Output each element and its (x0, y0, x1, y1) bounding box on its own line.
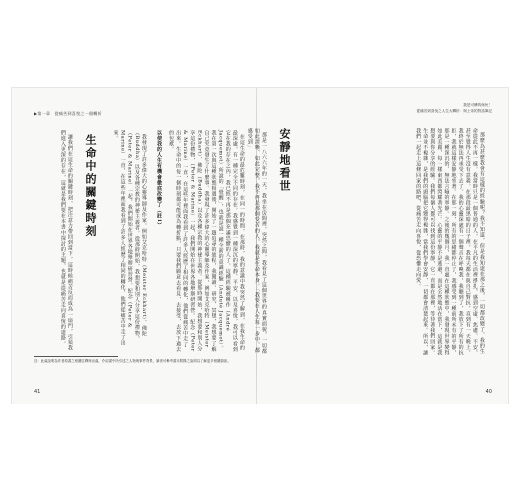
page-background-bottom (0, 404, 520, 500)
left-body-text-b (110, 130, 154, 352)
right-section-heading: 安靜地看世 (278, 128, 291, 193)
right-body-col-0: 那麼為甚麼我會有這樣的經驗呢？我不知道，但是我知道在那之後，一切都改變了，我的生命從此不再一樣。 (471, 128, 485, 355)
footnote-rule (34, 356, 118, 357)
left-body-col-0: 在這生命的最危難時刻，在同一的時間，在那時，我的意識中我突然了解到，在我生命的最深處，有一種完全不同的存在。 (231, 130, 245, 351)
left-section-p1: 讓我們在這生命的關鍵時刻，把注意力帶回到當下，這時候痛苦反而成為一扇門， (66, 134, 73, 335)
left-quote-column: 以使我的人生有機會徹底改變了（註1） (156, 130, 162, 229)
right-body-col-1: 我當時只是一個普通的人，在平凡的生活裡掙扎，感到空虛、焦慮、不安，甚至覺得人生沒有意義。 (464, 128, 478, 356)
left-body-col-1: 我感覺到一種深沉的寧靜、平安、以及喜悅，我可以看到它在我的存在之內，我已經不再是那個充滿恐懼的人了。 (224, 130, 238, 352)
left-footnote: 註：此處說明為作者原書之相關注釋與出處，介紹書中所引述之人物與事件背景，讀者可參考書末附錄之說明以了解更多相關資訊。 (34, 359, 231, 363)
left-section-p2: 引領我們進入更深的存在，這就是我們要在本書中探討的主題，也就是從痛苦走向喜悅的道路。 (59, 130, 73, 351)
right-body-col-9: 所以，讓我們一起走上這條回家的路吧，從痛苦走向喜悅，從恐懼走向愛。 (415, 128, 429, 356)
right-page-number: 40 (485, 389, 492, 395)
right-section-p3: 「我要在人生每一步中，都感受到」 (246, 128, 260, 354)
right-body-col-4: 在那一刻，所有的思緒都停止了，我感受到一種前所未有的平靜，那是一種深沉的、無法言喻的寧靜。 (443, 128, 457, 356)
right-section-p1: 那是一八六六年的一天，我坐在房間裡，突然之間，我看見了這個世界的真實面貌， (260, 132, 267, 338)
left-body-text-a (162, 130, 252, 352)
right-running-header (417, 102, 492, 114)
left-body-col-7: 生命中的每一個時刻都可能成為轉折點，只要我們願意去看見，去接受，去放下過去的包袱。 (167, 130, 182, 353)
left-body-col-4: 我發現了許多偉大的心靈導師及作家，例如艾克哈特（Meister Eckhart）、佛陀（Buddha）以及各種宗教的神祕主義者。 (196, 130, 210, 350)
right-section-p2: 一切都如此清晰、如此完整，我不再是那個受苦的人，我就是生命本身。 (253, 128, 267, 355)
left-body-col-2b: 我發現了許多偉大的心靈導師及作家，例如艾克哈特（Meister Eckhart）、佛陀（Buddha）以及各種宗教的神祕主義者。 (133, 130, 147, 337)
right-body-text (294, 128, 492, 358)
left-body-col-4b: 紀念（Peter & Marine）一直，在這些年裡面我看到了許多人經歷了相同的轉化，他們從痛苦中走了出來。 (112, 130, 133, 346)
left-body-col-3: 我在第一次與這種狀態相遇後，開始了一趟追尋的旅程，我閱讀、研究、冥想，我想要了解自己究竟發生了什麼事。 (203, 130, 217, 352)
left-running-header: ▶第一章 從痛苦到喜悅之一個轉折 (34, 111, 102, 116)
right-body-col-6: 心靈的平靜不是逃避，而是全然地活在當下，這就是我想要與你分享的經驗。 (429, 128, 443, 356)
right-body-col-2: 在那段最黑暗的日子裡，我每天都在與自己對抗，直到有一天晚上，我終於無法再承受下去了。 (457, 128, 471, 356)
right-body-col-3: 我的心靈深處有一個聲音在呼喚我，我聽到了，我放下了所有的抗拒，我就這樣安靜地坐著。 (450, 128, 464, 356)
left-page-number: 41 (34, 389, 41, 395)
right-body-col-7: 我們每個人都可以找到這份寧靜，它一直都在那裡，等待著我們回家。 (429, 183, 436, 356)
right-header-line1: 我是可憐的傢伙！ (463, 103, 492, 107)
left-body-col-3b: 從那時開始，我想要和別人分享這份禮物，（Peter & Marine）一起，我們開始在世界各地舉辦研習營。 (126, 130, 140, 342)
left-section-heading: 生命中的關鍵時刻 (84, 134, 97, 238)
left-body-col-5: 從那時開始，我想要和別人分享這份禮物，（Peter & Marine）一起，我們開始在世界各地舉辦研習營。 (189, 130, 203, 352)
left-body-col-6: 紀念（Peter & Marine）一直，在這些年裡面我看到了許多人經歷了相同的轉化，他們從痛苦中走了出來。 (175, 130, 196, 354)
left-body-col-2: 這種經驗被稱作（André Jacquemot）所說的「覺醒」，也就是說一種全新的意識經驗（Anduté Jacquemot）。 (217, 130, 231, 352)
right-body-col-8: 生命並不複雜，是我們的頭腦把它變得複雜，當我們學會安靜，一切都會清楚起來。 (422, 128, 429, 334)
left-section-body (42, 130, 80, 352)
right-body-col-5: 之後的幾個月，我一直處在這種狀態中，我發現世界變得如此美麗，每一樣東西都閃耀著光芒。 (436, 128, 450, 356)
right-section-body (246, 128, 274, 358)
right-header-line2: 從痛苦到喜悅之人生大轉折：與上帝的對話筆記 (416, 109, 492, 113)
